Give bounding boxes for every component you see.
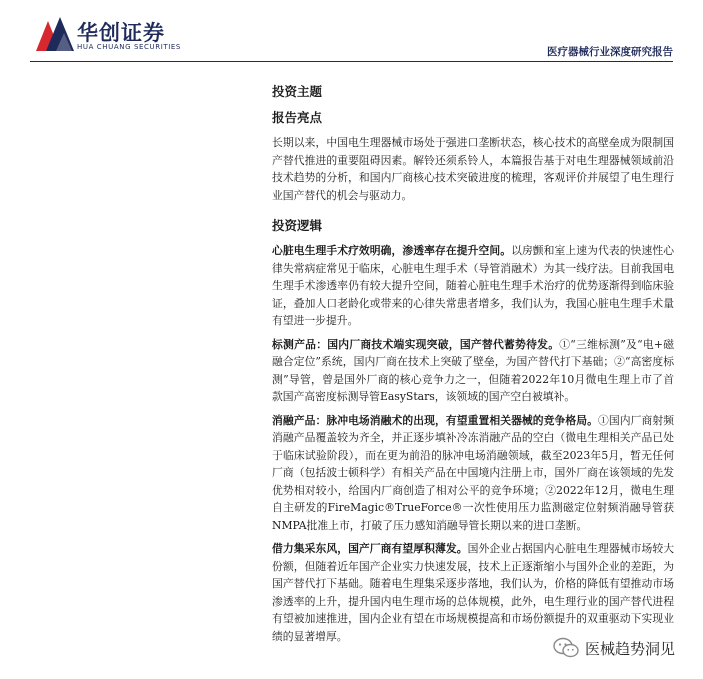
highlights-paragraph: 长期以来，中国电生理器械市场处于强进口垄断状态，核心技术的高壁垒成为限制国产替代推进的重要阻碍因素。解铃还须系铃人，本篇报告基于对电生理器械领域前沿技术趋势的分析，和国内厂商核心技术突破进度的梳理，客观评价并展望了电生理行业国产替代的机会与驱动力。 — [272, 136, 674, 202]
logic-paragraph — [272, 242, 674, 330]
highlights-heading: 报告亮点 — [272, 110, 323, 125]
logic-lead: 消融产品：脉冲电场消融术的出现，有望重置相关器械的竞争格局。 — [272, 413, 598, 427]
logic-text: 以房颤和室上速为代表的快速性心律失常病症常见于临床，心脏电生理手术（导管消融术）为其一线疗法。目前我国电生理手术渗透率仍有较大提升空间，随着心脏电生理手术治疗的优势逐渐得到临床验证，叠加人口老龄化或带来的心律失常患者增多，我们认为，我国心脏电生理手术量有望进一步提升。 — [272, 244, 675, 327]
wechat-watermark — [553, 636, 675, 660]
logic-heading: 投资逻辑 — [272, 218, 323, 233]
watermark-text: 医械趋势洞见 — [584, 639, 675, 658]
header-divider — [30, 61, 673, 62]
report-type-label: 医疗器械行业深度研究报告 — [547, 46, 673, 58]
logo-mark-icon — [34, 15, 74, 53]
main-content — [272, 82, 674, 651]
logic-lead: 标测产品：国内厂商技术端实现突破，国产替代蓄势待发。 — [272, 337, 560, 351]
logic-text: 国外企业占据国内心脏电生理器械市场较大份额，但随着近年国产企业实力快速发展，技术上正逐渐缩小与国外企业的差距，为国产替代打下基础。随着电生理集采逐步落地，我们认为，价格的降低有望推动市场渗透率的上升，提升国内电生理市场的总体规模，此外，电生理行业的国产替代进程有望被加速推进，国内企业有望在市场规模提高和市场份额提升的双重驱动下实现业绩的显著增厚。 — [272, 542, 675, 643]
logo-english-name: HUA CHUANG SECURITIES — [77, 43, 181, 51]
logic-paragraph — [272, 336, 674, 406]
logic-lead: 心脏电生理手术疗效明确，渗透率存在提升空间。 — [272, 244, 512, 257]
logo-chinese-name: 华创证券 — [77, 21, 165, 45]
logic-text: ①“三维标测”及“电+磁融合定位”系统，国内厂商在技术上突破了壁垒，为国产替代打下基础；②“高密度标测”导管，曾是国外厂商的核心竞争力之一，但随着2022年10月微电生理上市了首款国产高密度标测导管EasyStars，该领域的国产空白被填补。 — [272, 337, 674, 403]
logic-paragraph — [272, 540, 674, 645]
logic-lead: 借力集采东风，国产厂商有望厚积薄发。 — [272, 542, 468, 555]
wechat-official-account-icon — [553, 637, 579, 659]
logic-text: ①国内厂商射频消融产品覆盖较为齐全，并正逐步填补冷冻消融产品的空白（微电生理相关产品已处于临床试验阶段），而在更为前沿的脉冲电场消融领域，截至2023年5月，暂无任何厂商（包括波士顿科学）有相关产品在中国境内注册上市，国外厂商在该领域的先发优势相对较小，给国内厂商创造了相对公平的竞争环境；②2022年12月，微电生理自主研发的FireMagic®TrueForce®一次性使用压力监测磁定位射频消融导管获NMPA批准上市，打破了压力感知消融导管长期以来的进口垄断。 — [272, 413, 674, 532]
logic-paragraph — [272, 412, 674, 535]
page-title: 投资主题 — [272, 84, 323, 99]
company-logo — [34, 15, 184, 57]
